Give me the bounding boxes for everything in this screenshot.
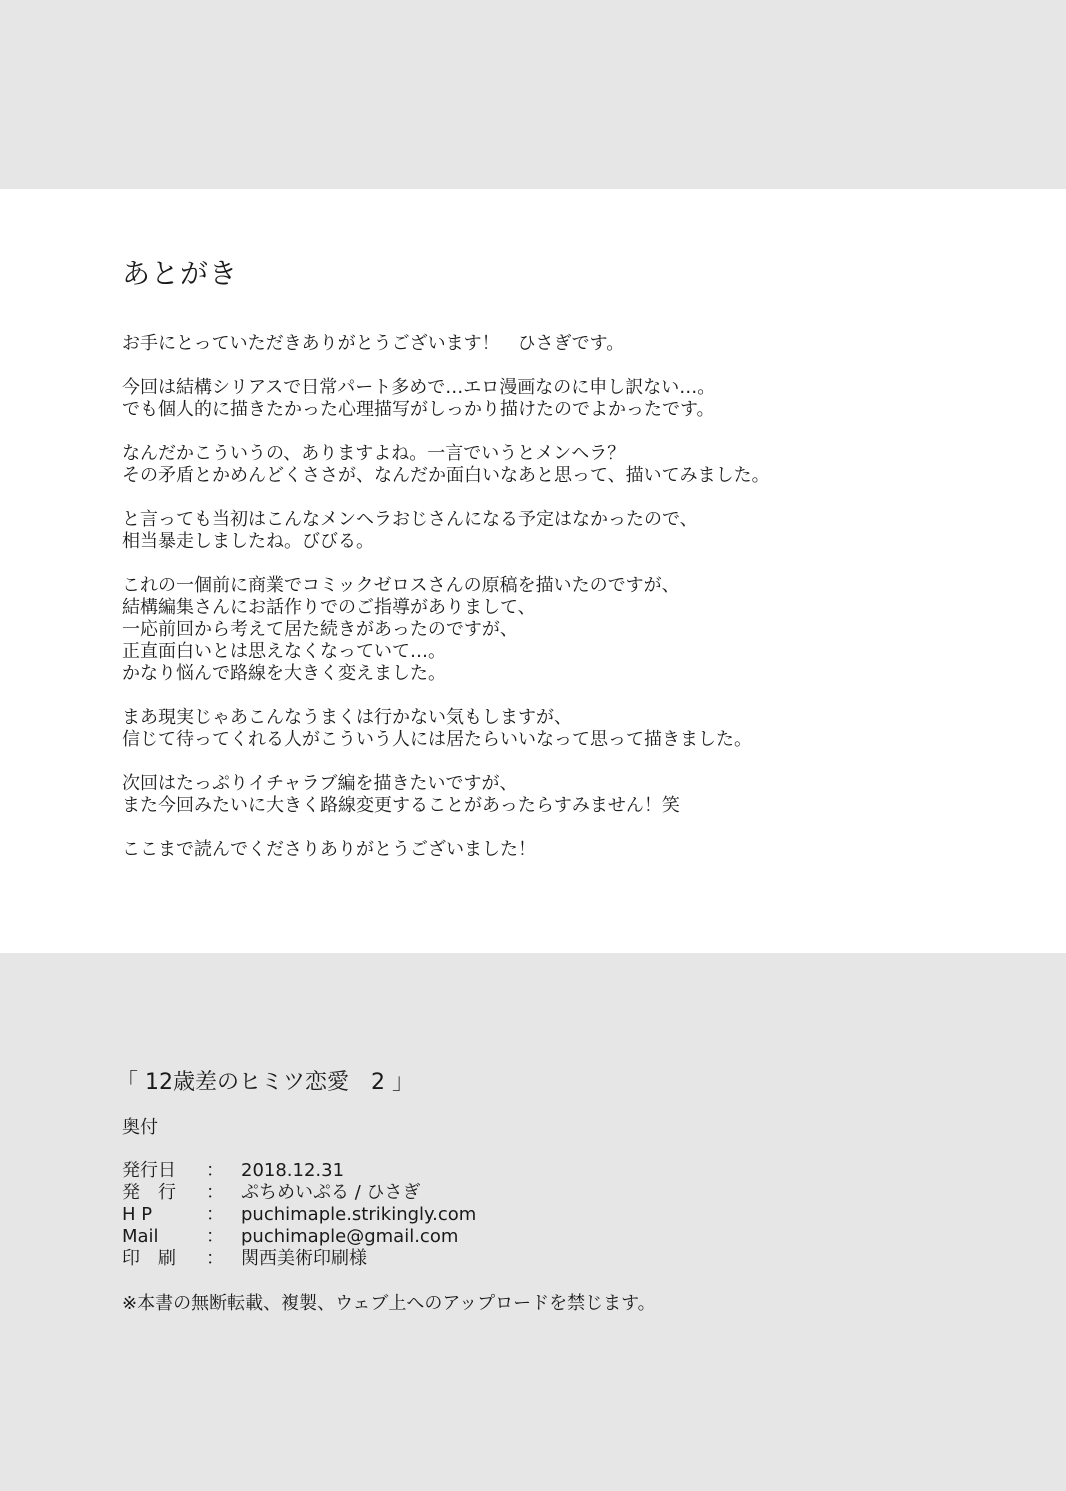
- afterword-line: と言っても当初はこんなメンヘラおじさんになる予定はなかったので、: [122, 509, 698, 530]
- row-label: H P: [122, 1204, 153, 1225]
- afterword-paragraph: [122, 839, 1002, 861]
- afterword-paragraph: [122, 333, 1002, 355]
- afterword-line: お手にとっていただきありがとうございます！ ひさぎです。: [122, 333, 625, 354]
- homepage-link[interactable]: puchimaple.strikingly.com: [241, 1204, 477, 1225]
- copyright-notice: ※本書の無断転載、複製、ウェブ上へのアップロードを禁じます。: [122, 1293, 656, 1314]
- afterword-line: かなり悩んで路線を大きく変えました。: [122, 663, 446, 684]
- row-separator: ：: [206, 1226, 224, 1247]
- row-label: 発 行: [122, 1182, 176, 1203]
- afterword-paragraph: [122, 707, 1002, 751]
- afterword-paragraph: [122, 443, 1002, 487]
- afterword-paragraph: [122, 773, 1002, 817]
- colophon-heading: 奥付: [122, 1117, 158, 1138]
- afterword-body: [122, 333, 1002, 883]
- email-link[interactable]: puchimaple@gmail.com: [241, 1226, 459, 1247]
- row-separator: ：: [206, 1248, 224, 1269]
- afterword-paragraph: [122, 377, 1002, 421]
- afterword-line: 信じて待ってくれる人がこういう人には居たらいいなって思って描きました。: [122, 729, 752, 750]
- row-label: Mail: [122, 1226, 159, 1247]
- afterword-line: また今回みたいに大きく路線変更することがあったらすみません！笑: [122, 795, 680, 816]
- row-separator: ：: [206, 1160, 224, 1181]
- row-value: ぷちめいぷる / ひさぎ: [241, 1182, 421, 1203]
- afterword-line: 次回はたっぷりイチャラブ編を描きたいですが、: [122, 773, 518, 794]
- afterword-title: あとがき: [122, 257, 239, 290]
- afterword-line: 一応前回から考えて居た続きがあったのですが、: [122, 619, 518, 640]
- afterword-line: でも個人的に描きたかった心理描写がしっかり描けたのでよかったです。: [122, 399, 715, 420]
- afterword-line: その矛盾とかめんどくささが、なんだか面白いなあと思って、描いてみました。: [122, 465, 770, 486]
- afterword-line: 結構編集さんにお話作りでのご指導がありまして、: [122, 597, 536, 618]
- afterword-line: 今回は結構シリアスで日常パート多めで…エロ漫画なのに申し訳ない…。: [122, 377, 716, 398]
- afterword-line: これの一個前に商業でコミックゼロスさんの原稿を描いたのですが、: [122, 575, 680, 596]
- afterword-line: 相当暴走しましたね。びびる。: [122, 531, 374, 552]
- top-gray-band: [0, 0, 1066, 189]
- afterword-line: なんだかこういうの、ありますよね。一言でいうとメンヘラ？: [122, 443, 626, 464]
- book-title: 「 12歳差のヒミツ恋愛 2 」: [116, 1070, 414, 1095]
- afterword-line: まあ現実じゃあこんなうまくは行かない気もしますが、: [122, 707, 572, 728]
- row-separator: ：: [206, 1204, 224, 1225]
- row-label: 発行日: [122, 1160, 176, 1181]
- afterword-line: 正直面白いとは思えなくなっていて…。: [122, 641, 446, 662]
- row-value: 2018.12.31: [241, 1160, 345, 1181]
- afterword-line: ここまで読んでくださりありがとうございました！: [122, 839, 536, 860]
- row-label: 印 刷: [122, 1248, 176, 1269]
- row-value: 関西美術印刷様: [241, 1248, 367, 1269]
- afterword-paragraph: [122, 575, 1002, 685]
- afterword-paragraph: [122, 509, 1002, 553]
- row-separator: ：: [206, 1182, 224, 1203]
